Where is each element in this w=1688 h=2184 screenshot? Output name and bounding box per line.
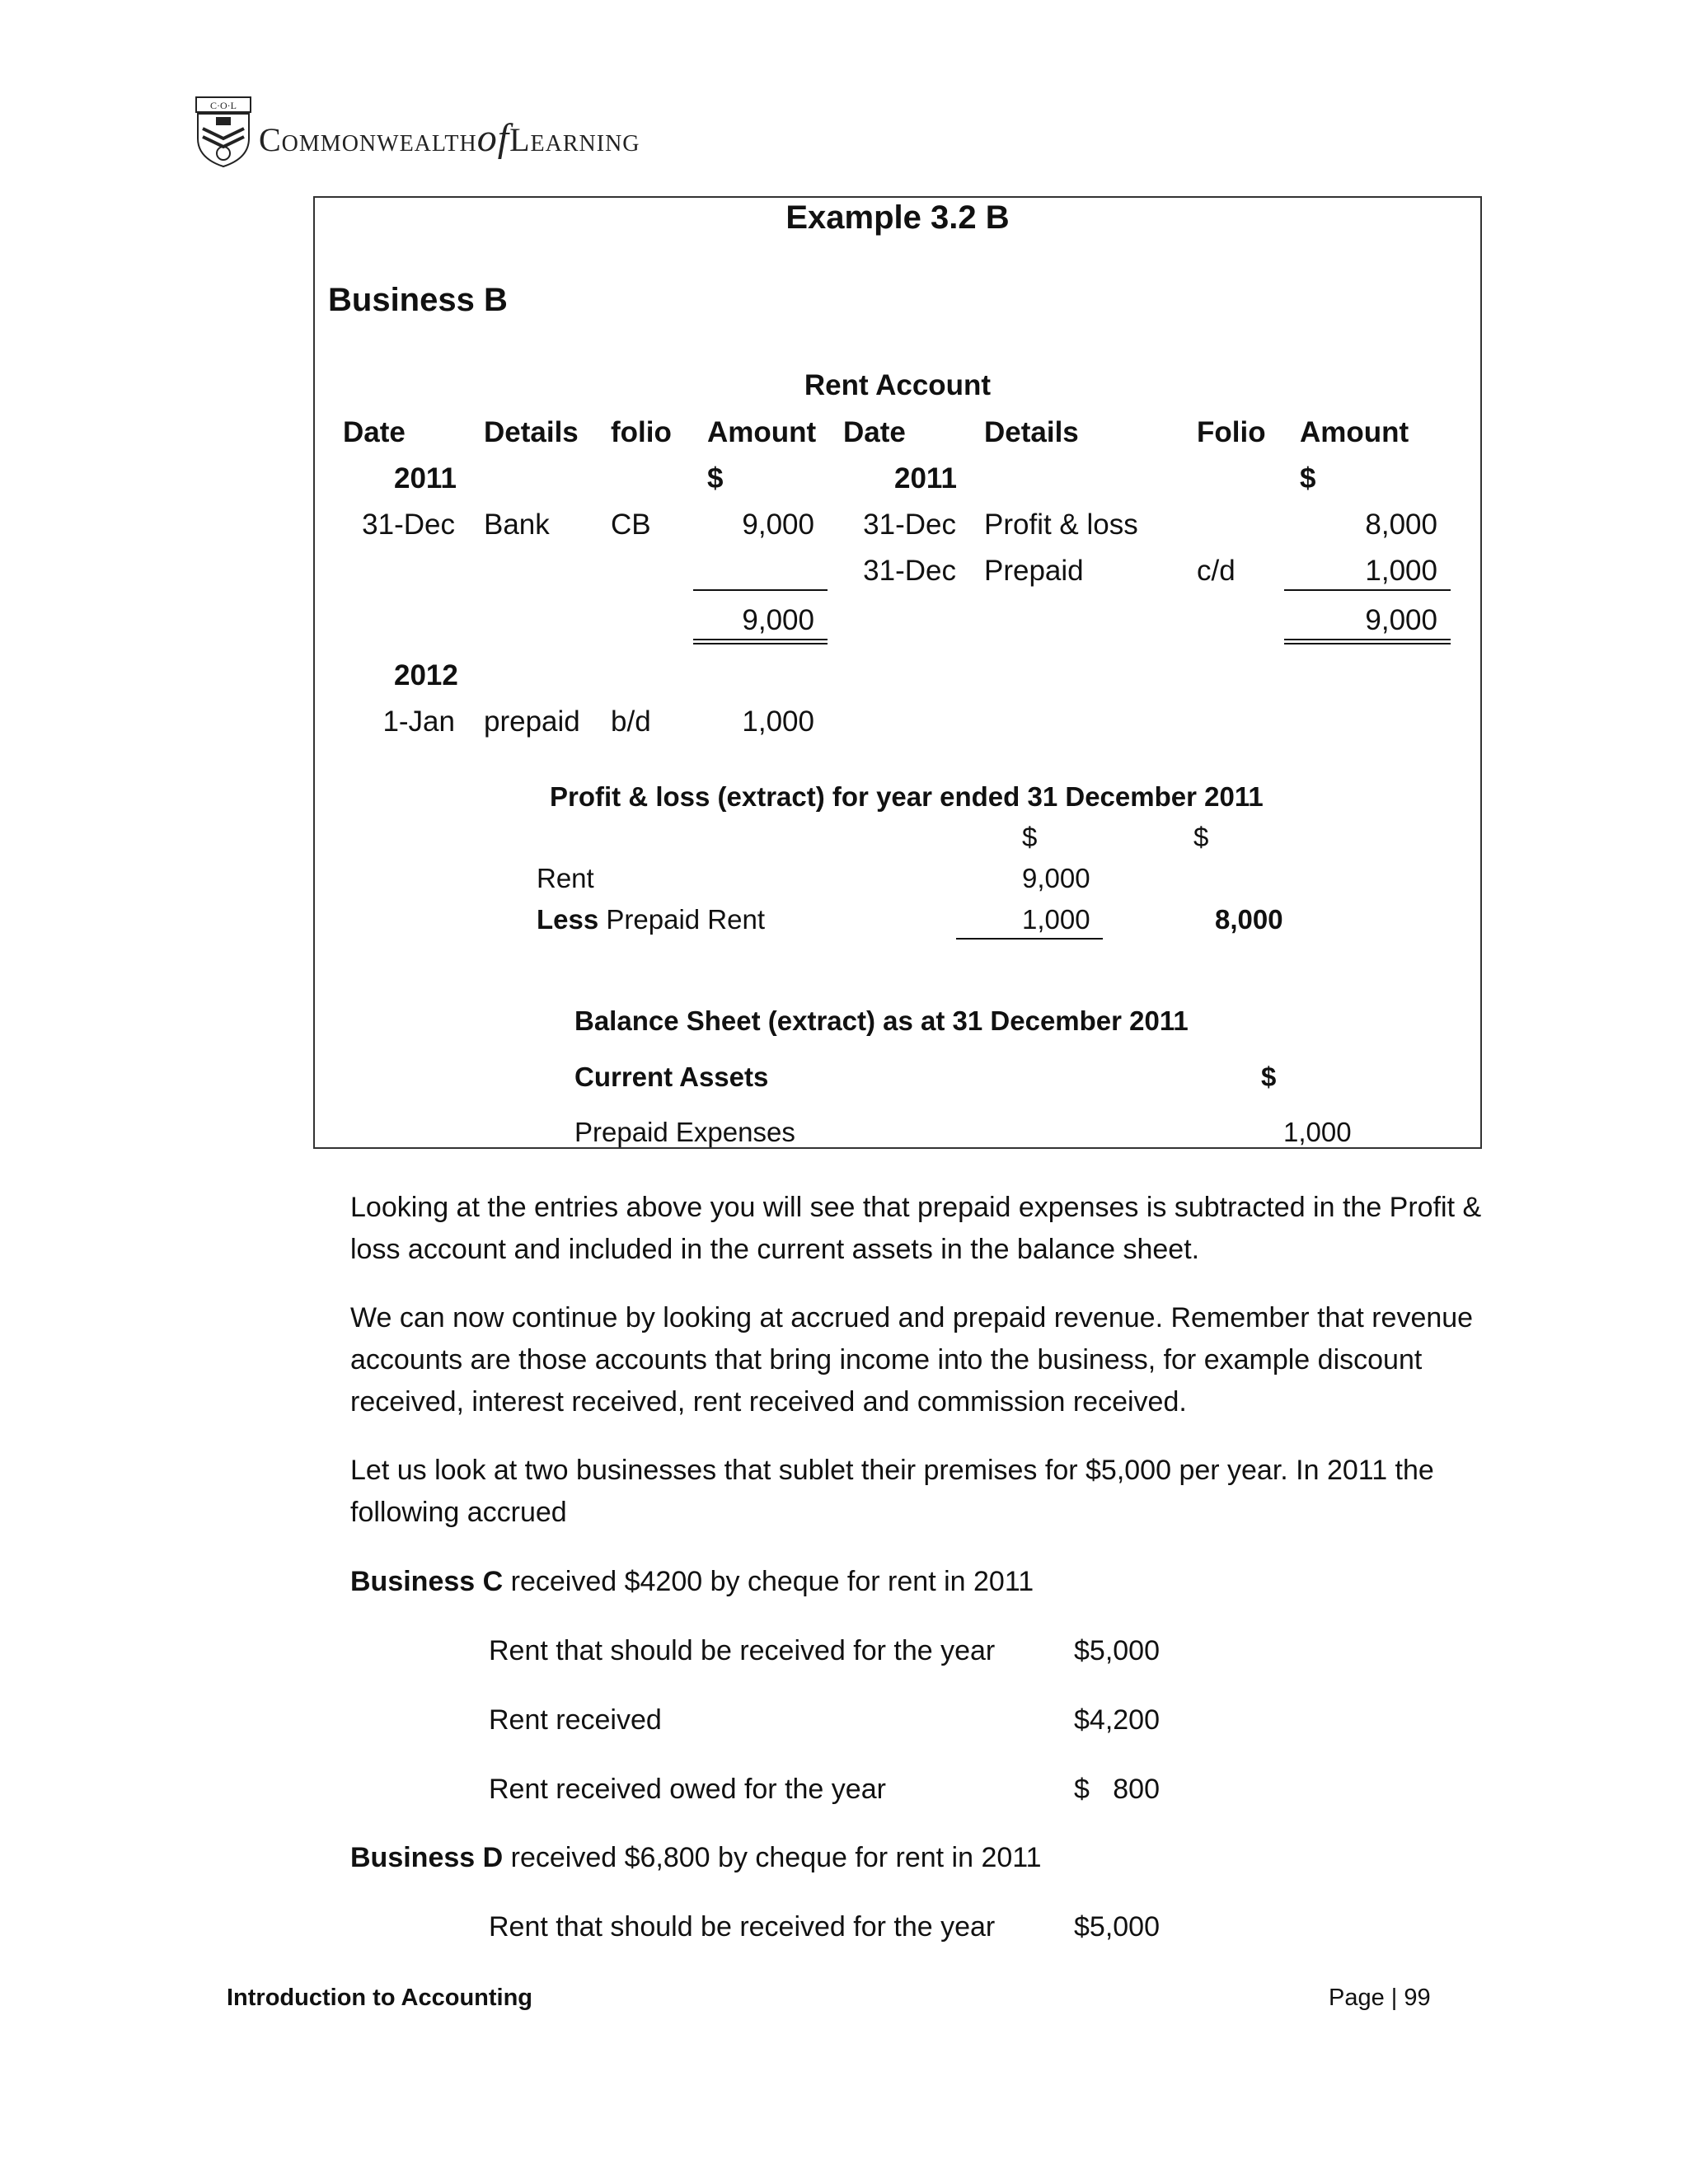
credit-details-1: Profit & loss [984,509,1138,541]
header-folio-right: Folio [1197,416,1266,448]
footer-page-number: Page | 99 [1329,1985,1431,2011]
currency-right: $ [1300,462,1316,494]
logo-badge-text: C·O·L [210,100,237,111]
business-d-desc: received $6,800 by cheque for rent in 2011 [503,1842,1042,1873]
paragraph-2-line-3: received, interest received, rent received and commission received. [350,1386,1187,1418]
pl-extract-title: Profit & loss (extract) for year ended 31 December 2011 [550,781,1264,812]
bd-amount: 1,000 [742,705,814,738]
bd-details: prepaid [484,705,580,738]
business-c-desc: received $4200 by cheque for rent in 2011 [503,1566,1034,1597]
debit-date: 31-Dec [362,509,455,541]
pl-col2-currency: $ [1193,822,1209,852]
pl-col1-currency: $ [1022,822,1038,852]
header-amount-left: Amount [707,416,817,448]
business-b-title: Business B [328,282,508,318]
bs-extract-title: Balance Sheet (extract) as at 31 December 2011 [574,1005,1189,1036]
total-right: 9,000 [1365,604,1437,636]
business-d-line [350,1837,1042,1879]
paragraph-1-line-1: Looking at the entries above you will see that prepaid expenses is subtracted in the Profit & [350,1192,1482,1223]
business-c-row-2-label: Rent received [489,1704,662,1736]
header-folio-left: folio [611,416,672,448]
paragraph-3-line-2: following accrued [350,1497,567,1528]
total-double-line-right [1284,639,1451,644]
credit-date-1: 31-Dec [863,509,956,541]
pl-net-value: 8,000 [1215,904,1283,935]
debit-details: Bank [484,509,550,541]
bd-folio: b/d [611,705,651,738]
year-right: 2011 [894,462,957,494]
paragraph-2-line-1: We can now continue by looking at accrued and prepaid revenue. Remember that revenue [350,1302,1474,1333]
credit-details-2: Prepaid [984,555,1084,587]
total-left: 9,000 [742,604,814,636]
bd-date: 1-Jan [382,705,455,738]
pl-less-bold: Less [537,904,599,935]
total-double-line-left [693,639,828,644]
credit-amount-2: 1,000 [1365,555,1437,587]
footer-book-title: Introduction to Accounting [227,1985,533,2011]
shield-icon [195,96,252,168]
year-next: 2012 [394,659,458,691]
business-c-row-1-label: Rent that should be received for the year [489,1635,996,1666]
pl-less-rest: Prepaid Rent [598,904,766,935]
pl-rent-value: 9,000 [1022,863,1090,893]
paragraph-2-line-2: accounts are those accounts that bring income into the business, for example discount [350,1344,1423,1376]
credit-folio-2: c/d [1197,555,1236,587]
business-c-line [350,1561,1034,1603]
debit-amount: 9,000 [742,509,814,541]
logo-wordmark [259,115,640,161]
bs-section-title: Current Assets [574,1062,769,1092]
bs-item-value: 1,000 [1283,1117,1352,1147]
business-d-name: Business D [350,1842,504,1873]
business-d-row-1-value: $5,000 [1074,1911,1160,1943]
pl-less-value: 1,000 [1022,904,1090,935]
credit-amount-1: 8,000 [1365,509,1437,541]
paragraph-1-line-2: loss account and included in the current assets in the balance sheet. [350,1234,1200,1265]
credit-date-2: 31-Dec [863,555,956,587]
header-details-right: Details [984,416,1079,448]
business-c-row-3-label: Rent received owed for the year [489,1774,886,1805]
pl-underline [956,938,1103,940]
subtotal-line-right [1284,589,1451,591]
logo-end: Learning [509,121,640,158]
bs-currency: $ [1261,1062,1277,1092]
business-c-row-3-value: $ 800 [1074,1774,1160,1805]
rent-account-title: Rent Account [804,369,992,401]
business-c-name: Business C [350,1566,504,1597]
logo-of: of [476,116,510,160]
subtotal-line-left [693,589,828,591]
business-c-row-2-value: $4,200 [1074,1704,1160,1736]
logo-main: Commonwealth [259,121,477,158]
debit-folio: CB [611,509,651,541]
bs-item-label: Prepaid Expenses [574,1117,795,1147]
header-details-left: Details [484,416,579,448]
header-amount-right: Amount [1300,416,1409,448]
business-d-row-1-label: Rent that should be received for the year [489,1911,996,1943]
year-left: 2011 [394,462,457,494]
header-date-right: Date [843,416,906,448]
business-c-row-1-value: $5,000 [1074,1635,1160,1666]
pl-rent-label: Rent [537,863,594,893]
example-title: Example 3.2 B [785,199,1010,236]
paragraph-3-line-1: Let us look at two businesses that sublet their premises for $5,000 per year. In 2011 the [350,1455,1434,1486]
header-date-left: Date [343,416,406,448]
pl-less-row [537,904,765,935]
currency-left: $ [707,462,724,494]
